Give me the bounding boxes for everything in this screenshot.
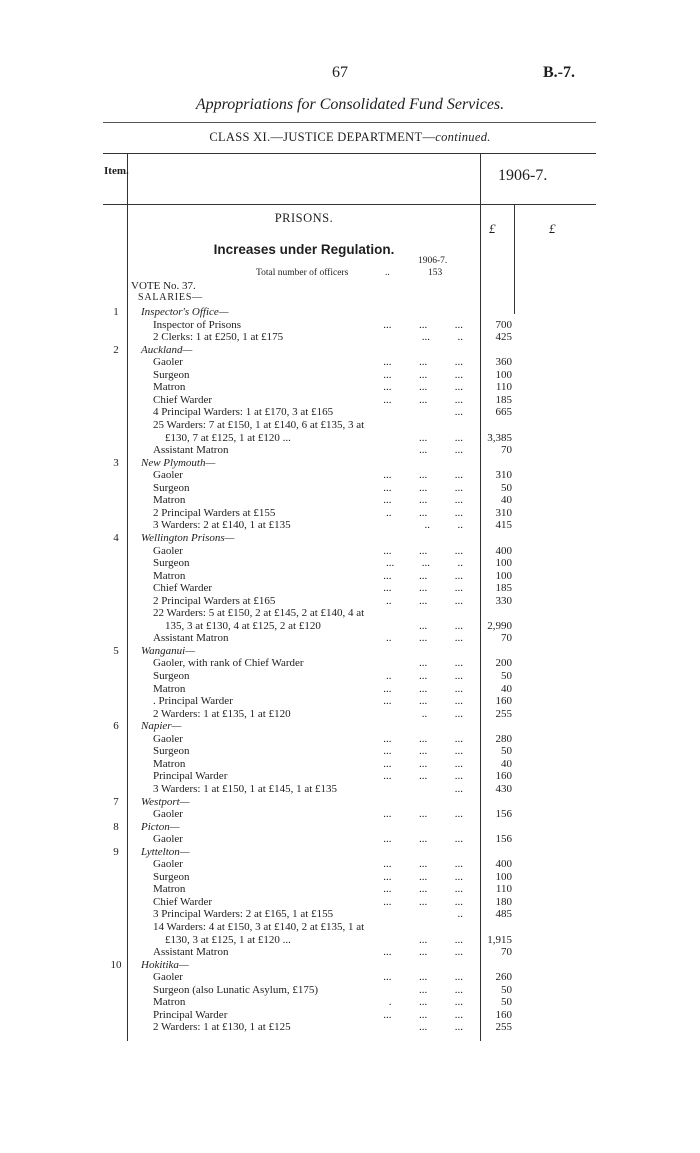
row-description: 2 Principal Warders at £155 <box>153 506 276 519</box>
row-description: Assistant Matron <box>153 444 229 457</box>
table-row <box>0 444 700 456</box>
table-row <box>0 921 700 933</box>
table-row <box>0 745 700 757</box>
row-description: 135, 3 at £130, 4 at £125, 2 at £120 <box>165 619 321 632</box>
item-number: 10 <box>110 958 122 971</box>
row-amount: 255 <box>495 707 512 720</box>
row-amount: 50 <box>501 996 512 1009</box>
prison-name: Wellington Prisons— <box>141 531 235 544</box>
table-row <box>0 708 700 720</box>
row-leader-dots: ... ... ... <box>383 569 463 582</box>
row-amount: 185 <box>495 393 512 406</box>
row-description: Surgeon <box>153 870 190 883</box>
row-description: Chief Warder <box>153 895 213 908</box>
class-heading-main: CLASS XI.—JUSTICE DEPARTMENT— <box>209 130 436 144</box>
row-leader-dots: ... ... ... <box>383 946 463 959</box>
table-row <box>0 808 700 820</box>
row-amount: 110 <box>495 381 512 394</box>
table-row <box>0 381 700 393</box>
row-amount: 160 <box>495 1008 512 1021</box>
table-row <box>0 595 700 607</box>
row-amount: 40 <box>501 757 512 770</box>
row-leader-dots: ... ... ... <box>383 695 463 707</box>
row-amount: 2,990 <box>487 619 512 632</box>
row-leader-dots: ... ... <box>419 657 463 670</box>
row-amount: 180 <box>495 895 512 908</box>
row-description: . Principal Warder <box>153 695 233 707</box>
row-description: 2 Principal Warders at £165 <box>153 594 276 607</box>
class-heading <box>0 130 700 145</box>
row-amount: 255 <box>495 1021 512 1034</box>
table-row <box>0 507 700 519</box>
item-number: 7 <box>113 795 119 808</box>
row-leader-dots: ... ... ... <box>383 318 463 331</box>
row-description: 2 Warders: 1 at £135, 1 at £120 <box>153 707 291 720</box>
row-description: Gaoler <box>153 858 183 871</box>
row-description: Gaoler <box>153 971 183 984</box>
document-reference: B.-7. <box>543 64 575 81</box>
row-amount: 260 <box>495 971 512 984</box>
row-description: Gaoler <box>153 469 183 482</box>
table-row <box>0 406 700 418</box>
page-title: Appropriations for Consolidated Fund Services. <box>195 96 505 113</box>
row-description: Chief Warder <box>153 582 213 595</box>
row-leader-dots: ... ... ... <box>383 745 463 758</box>
table-row <box>0 821 700 833</box>
row-amount: 400 <box>495 544 512 557</box>
item-column-header: Item. <box>104 165 129 177</box>
table-row <box>0 657 700 669</box>
section-title: PRISONS. <box>274 211 334 225</box>
row-amount: 100 <box>495 569 512 582</box>
row-description: Gaoler, with rank of Chief Warder <box>153 657 304 670</box>
row-amount: 280 <box>495 732 512 745</box>
table-row <box>0 494 700 506</box>
row-description: Inspector of Prisons <box>153 318 241 331</box>
table-row <box>0 959 700 971</box>
row-amount: 50 <box>501 983 512 996</box>
row-amount: 50 <box>501 481 512 494</box>
row-leader-dots: ... ... ... <box>383 494 463 507</box>
subcolumn-divider <box>514 204 515 314</box>
row-leader-dots: ... ... <box>419 983 463 996</box>
row-description: 14 Warders: 4 at £150, 3 at £140, 2 at £135, 1 at <box>153 921 365 933</box>
row-description: £130, 3 at £125, 1 at £120 ... <box>165 933 291 946</box>
row-leader-dots: .. .. <box>424 519 463 532</box>
row-amount: 425 <box>495 331 512 344</box>
year-column-header: 1906-7. <box>498 167 548 184</box>
table-row <box>0 984 700 996</box>
prison-name: Westport— <box>141 795 190 808</box>
row-amount: 156 <box>495 808 512 820</box>
row-leader-dots: ... ... ... <box>383 381 463 394</box>
row-amount: 70 <box>501 946 512 959</box>
row-description: Surgeon <box>153 745 190 758</box>
row-leader-dots: ... ... ... <box>383 682 463 695</box>
row-amount: 400 <box>495 858 512 871</box>
row-amount: 70 <box>501 632 512 645</box>
row-description: 3 Warders: 2 at £140, 1 at £135 <box>153 519 291 532</box>
table-row <box>0 620 700 632</box>
row-leader-dots: ... ... <box>419 1021 463 1034</box>
table-row <box>0 645 700 657</box>
row-description: Surgeon <box>153 557 190 569</box>
row-amount: 50 <box>501 745 512 758</box>
row-amount: 160 <box>495 770 512 783</box>
row-leader-dots: ... ... <box>419 431 463 444</box>
prison-name: Hokitika— <box>141 958 189 971</box>
row-leader-dots: .. ... ... <box>386 506 463 519</box>
row-description: Gaoler <box>153 808 183 820</box>
row-leader-dots: .. ... ... <box>386 670 463 682</box>
row-amount: 160 <box>495 695 512 707</box>
row-leader-dots: ... <box>454 782 463 795</box>
table-row <box>0 331 700 343</box>
row-leader-dots: ... ... ... <box>383 971 463 984</box>
item-number: 4 <box>113 531 119 544</box>
table-row <box>0 934 700 946</box>
row-amount: 100 <box>495 557 512 569</box>
table-row <box>0 319 700 331</box>
item-number: 1 <box>113 306 119 318</box>
row-description: 2 Clerks: 1 at £250, 1 at £175 <box>153 331 284 344</box>
item-number: 5 <box>113 644 119 657</box>
row-leader-dots: ... <box>454 406 463 419</box>
row-description: 22 Warders: 5 at £150, 2 at £145, 2 at £140, 4 at <box>153 607 365 620</box>
table-row <box>0 306 700 318</box>
item-number: 2 <box>113 343 119 356</box>
table-row <box>0 833 700 845</box>
table-row <box>0 695 700 707</box>
row-description: Matron <box>153 494 186 507</box>
table-row <box>0 432 700 444</box>
table-row <box>0 482 700 494</box>
table-row <box>0 733 700 745</box>
table-row <box>0 871 700 883</box>
row-amount: 3,385 <box>487 431 512 444</box>
item-number: 8 <box>113 820 119 833</box>
table-row <box>0 419 700 431</box>
row-description: Gaoler <box>153 356 183 369</box>
row-leader-dots: .. <box>457 908 463 921</box>
row-amount: 100 <box>495 368 512 381</box>
table-row <box>0 908 700 920</box>
table-row <box>0 557 700 569</box>
prison-name: Inspector's Office— <box>141 306 229 318</box>
row-leader-dots: ... ... ... <box>383 368 463 381</box>
row-leader-dots: ... ... ... <box>383 356 463 369</box>
table-row <box>0 946 700 958</box>
total-officers-label: Total number of officers <box>256 268 349 278</box>
page-number: 67 <box>332 64 348 81</box>
salaries-heading: SALARIES— <box>138 292 203 303</box>
table-header-rule <box>103 204 596 205</box>
table-row <box>0 670 700 682</box>
row-description: Surgeon <box>153 481 190 494</box>
row-amount: 110 <box>495 883 512 896</box>
row-amount: 70 <box>501 444 512 457</box>
table-row <box>0 683 700 695</box>
table-row <box>0 883 700 895</box>
table-row <box>0 896 700 908</box>
row-leader-dots: ... ... ... <box>383 833 463 846</box>
row-description: Matron <box>153 996 186 1009</box>
row-description: Gaoler <box>153 544 183 557</box>
table-row <box>0 607 700 619</box>
row-amount: 40 <box>501 494 512 507</box>
row-description: Chief Warder <box>153 393 213 406</box>
table-row <box>0 545 700 557</box>
pound-sign-right: £ <box>549 221 556 236</box>
row-leader-dots: ... ... ... <box>383 469 463 482</box>
row-amount: 310 <box>495 469 512 482</box>
row-amount: 360 <box>495 356 512 369</box>
row-description: Gaoler <box>153 732 183 745</box>
row-leader-dots: ... ... ... <box>383 883 463 896</box>
row-leader-dots: ... ... .. <box>386 557 463 569</box>
table-row <box>0 971 700 983</box>
row-amount: 485 <box>495 908 512 921</box>
title-rule <box>103 122 596 123</box>
row-leader-dots: ... ... ... <box>383 732 463 745</box>
row-description: 3 Warders: 1 at £150, 1 at £145, 1 at £135 <box>153 782 338 795</box>
row-leader-dots: ... ... ... <box>383 858 463 871</box>
row-leader-dots: ... ... ... <box>383 870 463 883</box>
row-description: Matron <box>153 883 186 896</box>
prison-name: Wanganui— <box>141 644 195 657</box>
row-leader-dots: ... ... ... <box>383 393 463 406</box>
row-leader-dots: ... ... <box>419 444 463 457</box>
pound-sign-left: £ <box>489 221 496 236</box>
row-description: Matron <box>153 381 186 394</box>
row-description: Principal Warder <box>153 770 228 783</box>
row-amount: 40 <box>501 682 512 695</box>
row-amount: 700 <box>495 318 512 331</box>
row-leader-dots: ... ... ... <box>383 757 463 770</box>
prison-name: Auckland— <box>141 343 193 356</box>
row-description: Matron <box>153 757 186 770</box>
class-heading-continued: continued. <box>435 130 491 144</box>
table-row <box>0 356 700 368</box>
row-amount: 330 <box>495 594 512 607</box>
row-amount: 156 <box>495 833 512 846</box>
row-leader-dots: . ... ... <box>388 996 463 1009</box>
row-leader-dots: ... ... ... <box>383 770 463 783</box>
row-description: Principal Warder <box>153 1008 228 1021</box>
row-amount: 100 <box>495 870 512 883</box>
row-amount: 665 <box>495 406 512 419</box>
table-row <box>0 770 700 782</box>
row-leader-dots: .. ... ... <box>386 594 463 607</box>
table-row <box>0 344 700 356</box>
table-row <box>0 570 700 582</box>
row-description: Gaoler <box>153 833 183 846</box>
table-row <box>0 796 700 808</box>
row-description: 4 Principal Warders: 1 at £170, 3 at £165 <box>153 406 334 419</box>
row-description: Surgeon <box>153 368 190 381</box>
row-leader-dots: ... ... ... <box>383 544 463 557</box>
item-number: 6 <box>113 720 119 733</box>
row-amount: 1,915 <box>487 933 512 946</box>
table-row <box>0 469 700 481</box>
table-row <box>0 532 700 544</box>
table-row <box>0 846 700 858</box>
row-leader-dots: ... .. <box>421 331 463 344</box>
table-row <box>0 783 700 795</box>
row-leader-dots: .. ... <box>421 707 463 720</box>
vote-number: VOTE No. 37. <box>131 280 196 292</box>
row-amount: 430 <box>495 782 512 795</box>
table-row <box>0 720 700 732</box>
prison-name: Napier— <box>141 720 182 733</box>
table-row <box>0 369 700 381</box>
row-description: Surgeon <box>153 670 190 682</box>
row-leader-dots: .. ... ... <box>386 632 463 645</box>
table-row <box>0 996 700 1008</box>
row-amount: 200 <box>495 657 512 670</box>
prison-name: Lyttelton— <box>141 845 190 858</box>
table-row <box>0 457 700 469</box>
row-leader-dots: ... ... ... <box>383 481 463 494</box>
table-row <box>0 519 700 531</box>
table-row <box>0 582 700 594</box>
row-description: Assistant Matron <box>153 632 229 645</box>
row-amount: 415 <box>495 519 512 532</box>
table-row <box>0 758 700 770</box>
row-description: Assistant Matron <box>153 946 229 959</box>
row-amount: 310 <box>495 506 512 519</box>
prison-name: Picton— <box>141 820 180 833</box>
row-leader-dots: ... ... ... <box>383 808 463 820</box>
row-leader-dots: ... ... ... <box>383 1008 463 1021</box>
row-leader-dots: ... ... <box>419 933 463 946</box>
table-row <box>0 1021 700 1033</box>
row-description: Matron <box>153 569 186 582</box>
row-description: Matron <box>153 682 186 695</box>
table-top-rule <box>103 153 596 154</box>
officers-year-label: 1906-7. <box>418 256 448 266</box>
row-leader-dots: ... ... ... <box>383 582 463 595</box>
prison-name: New Plymouth— <box>141 456 216 469</box>
total-officers-leader: .. <box>385 268 390 278</box>
row-description: 25 Warders: 7 at £150, 1 at £140, 6 at £135, 3 at <box>153 418 365 431</box>
row-description: 2 Warders: 1 at £130, 1 at £125 <box>153 1021 291 1034</box>
row-amount: 185 <box>495 582 512 595</box>
row-description: £130, 7 at £125, 1 at £120 ... <box>165 431 291 444</box>
row-amount: 50 <box>501 670 512 682</box>
total-officers-value: 153 <box>428 268 443 278</box>
section-subtitle: Increases under Regulation. <box>213 242 395 257</box>
row-description: Surgeon (also Lunatic Asylum, £175) <box>153 983 319 996</box>
table-row <box>0 1009 700 1021</box>
item-number: 3 <box>113 456 119 469</box>
row-leader-dots: ... ... <box>419 619 463 632</box>
row-description: 3 Principal Warders: 2 at £165, 1 at £155 <box>153 908 334 921</box>
row-leader-dots: ... ... ... <box>383 895 463 908</box>
table-row <box>0 632 700 644</box>
table-row <box>0 858 700 870</box>
table-row <box>0 394 700 406</box>
item-number: 9 <box>113 845 119 858</box>
